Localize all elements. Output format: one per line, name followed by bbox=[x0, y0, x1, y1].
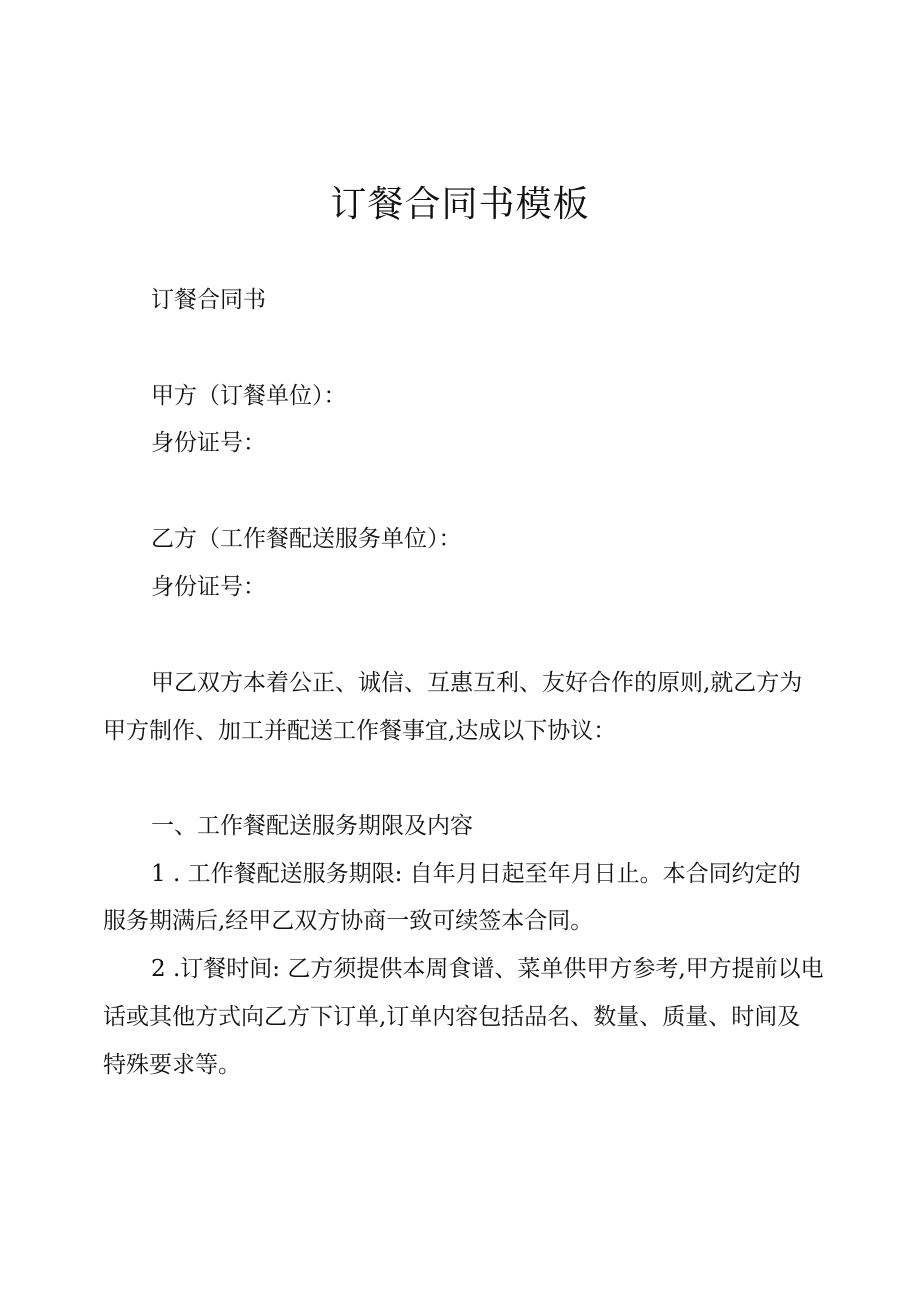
party-b-id-label: 身份证号： bbox=[151, 574, 266, 600]
clause-2-line-3: 特殊要求等。 bbox=[103, 1052, 241, 1078]
document-subtitle: 订餐合同书 bbox=[151, 287, 266, 313]
clause-2-line-2: 话或其他方式向乙方下订单,订单内容包括品名、数量、质量、时间及 bbox=[103, 1004, 801, 1030]
clause-1-line-2: 服务期满后,经甲乙双方协商一致可续签本合同。 bbox=[103, 908, 594, 934]
clause-2-line-1: 2 .订餐时间: 乙方须提供本周食谱、菜单供甲方参考,甲方提前以电 bbox=[151, 956, 824, 982]
document-title: 订餐合同书模板 bbox=[330, 184, 590, 225]
party-a-label: 甲方（订餐单位）： bbox=[151, 383, 347, 409]
section-1-heading: 一、工作餐配送服务期限及内容 bbox=[151, 813, 473, 839]
clause-1-line-1: 1 . 工作餐配送服务期限: 自年月日起至年月日止。本合同约定的 bbox=[151, 861, 801, 887]
party-a-id-label: 身份证号： bbox=[151, 430, 266, 456]
preamble-line-2: 甲方制作、加工并配送工作餐事宜,达成以下协议： bbox=[103, 718, 617, 744]
party-b-label: 乙方（工作餐配送服务单位）： bbox=[151, 526, 462, 552]
preamble-line-1: 甲乙双方本着公正、诚信、互惠互利、友好合作的原则,就乙方为 bbox=[151, 670, 803, 696]
